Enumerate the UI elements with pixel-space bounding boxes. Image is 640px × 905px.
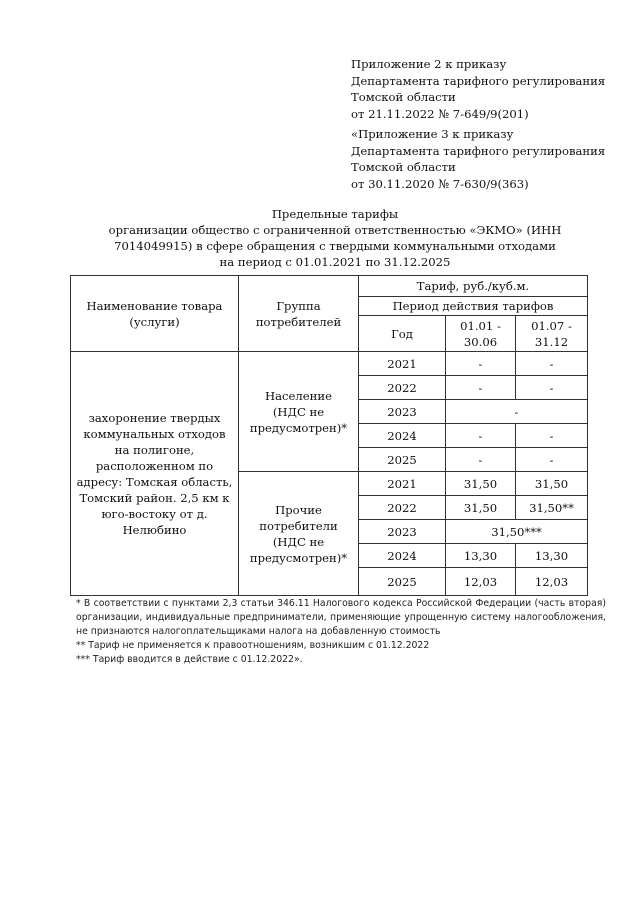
tariff-cell: - xyxy=(446,424,516,448)
header-tariff: Тариф, руб./куб.м. xyxy=(359,276,588,297)
footnote-not-applied: ** Тариф не применяется к правоотношениям, возникшим с 01.12.2022 xyxy=(76,640,430,651)
footnotes xyxy=(76,597,606,667)
year-cell: 2021 xyxy=(359,472,446,496)
title-line: организации общество с ограниченной ответственностью «ЭКМО» (ИНН xyxy=(108,223,562,237)
year-cell: 2022 xyxy=(359,496,446,520)
tariff-cell: - xyxy=(516,424,588,448)
tariff-cell: - xyxy=(516,352,588,376)
table-header-row xyxy=(71,276,588,297)
header-period: Период действия тарифов xyxy=(359,297,588,316)
tariff-cell: 13,30 xyxy=(516,544,588,568)
tariff-cell: - xyxy=(516,376,588,400)
consumer-group-population: Население (НДС не предусмотрен)* xyxy=(239,352,359,472)
appendix-line: Томской области xyxy=(351,160,456,174)
title-line: на период с 01.01.2021 по 31.12.2025 xyxy=(219,255,451,269)
year-cell: 2023 xyxy=(359,520,446,544)
table-row xyxy=(71,352,588,376)
tariff-cell: 31,50 xyxy=(446,496,516,520)
tariff-cell: 31,50 xyxy=(446,472,516,496)
tariff-cell-merged: 31,50*** xyxy=(446,520,588,544)
appendix-line: от 30.11.2020 № 7-630/9(363) xyxy=(351,176,529,191)
tariff-cell: 12,03 xyxy=(446,568,516,596)
tariff-cell: - xyxy=(446,376,516,400)
tariff-cell: 13,30 xyxy=(446,544,516,568)
appendix-line: Департамента тарифного регулирования xyxy=(351,73,606,88)
header-consumer-group: Группа потребителей xyxy=(239,276,359,352)
document-title xyxy=(90,206,580,270)
year-cell: 2024 xyxy=(359,544,446,568)
appendix-reference-current xyxy=(351,56,621,122)
tariff-cell: 12,03 xyxy=(516,568,588,596)
footnote-effective-date: *** Тариф вводится в действие с 01.12.2022». xyxy=(76,654,303,665)
consumer-group-others: Прочие потребители (НДС не предусмотрен)* xyxy=(239,472,359,596)
appendix-line: от 21.11.2022 № 7-649/9(201) xyxy=(351,106,529,121)
service-description: захоронение твердых коммунальных отходов на полигоне, расположенном по адресу: Томская область, Томский район. 2,5 км к юго-востоку от д. Нелюбино xyxy=(71,352,239,596)
tariff-cell: - xyxy=(446,448,516,472)
tariff-cell: 31,50 xyxy=(516,472,588,496)
tariff-cell: - xyxy=(516,448,588,472)
header-year: Год xyxy=(359,316,446,352)
title-line: 7014049915) в сфере обращения с твердыми коммунальными отходами xyxy=(114,239,556,253)
year-cell: 2024 xyxy=(359,424,446,448)
tariff-cell-merged: - xyxy=(446,400,588,424)
appendix-line: «Приложение 3 к приказу xyxy=(351,127,514,141)
appendix-line: Департамента тарифного регулирования xyxy=(351,143,606,158)
footnote-vat: * В соответствии с пунктами 2,3 статьи 346.11 Налогового кодекса Российской Федерации (часть вторая) организации, индивидуальные предприниматели, применяющие упрощенную систему налогообложения, не признаются налогоплательщиками налога на добавленную стоимость xyxy=(76,598,606,637)
title-line: Предельные тарифы xyxy=(271,207,399,221)
year-cell: 2021 xyxy=(359,352,446,376)
appendix-line: Приложение 2 к приказу xyxy=(351,57,507,71)
appendix-line: Томской области xyxy=(351,90,456,104)
year-cell: 2025 xyxy=(359,448,446,472)
year-cell: 2022 xyxy=(359,376,446,400)
header-period-1: 01.01 - 30.06 xyxy=(446,316,516,352)
header-period-2: 01.07 - 31.12 xyxy=(516,316,588,352)
year-cell: 2023 xyxy=(359,400,446,424)
year-cell: 2025 xyxy=(359,568,446,596)
appendix-reference-previous xyxy=(351,126,621,192)
tariff-cell: 31,50** xyxy=(516,496,588,520)
tariff-table xyxy=(70,275,588,596)
header-service-name: Наименование товара (услуги) xyxy=(71,276,239,352)
tariff-cell: - xyxy=(446,352,516,376)
